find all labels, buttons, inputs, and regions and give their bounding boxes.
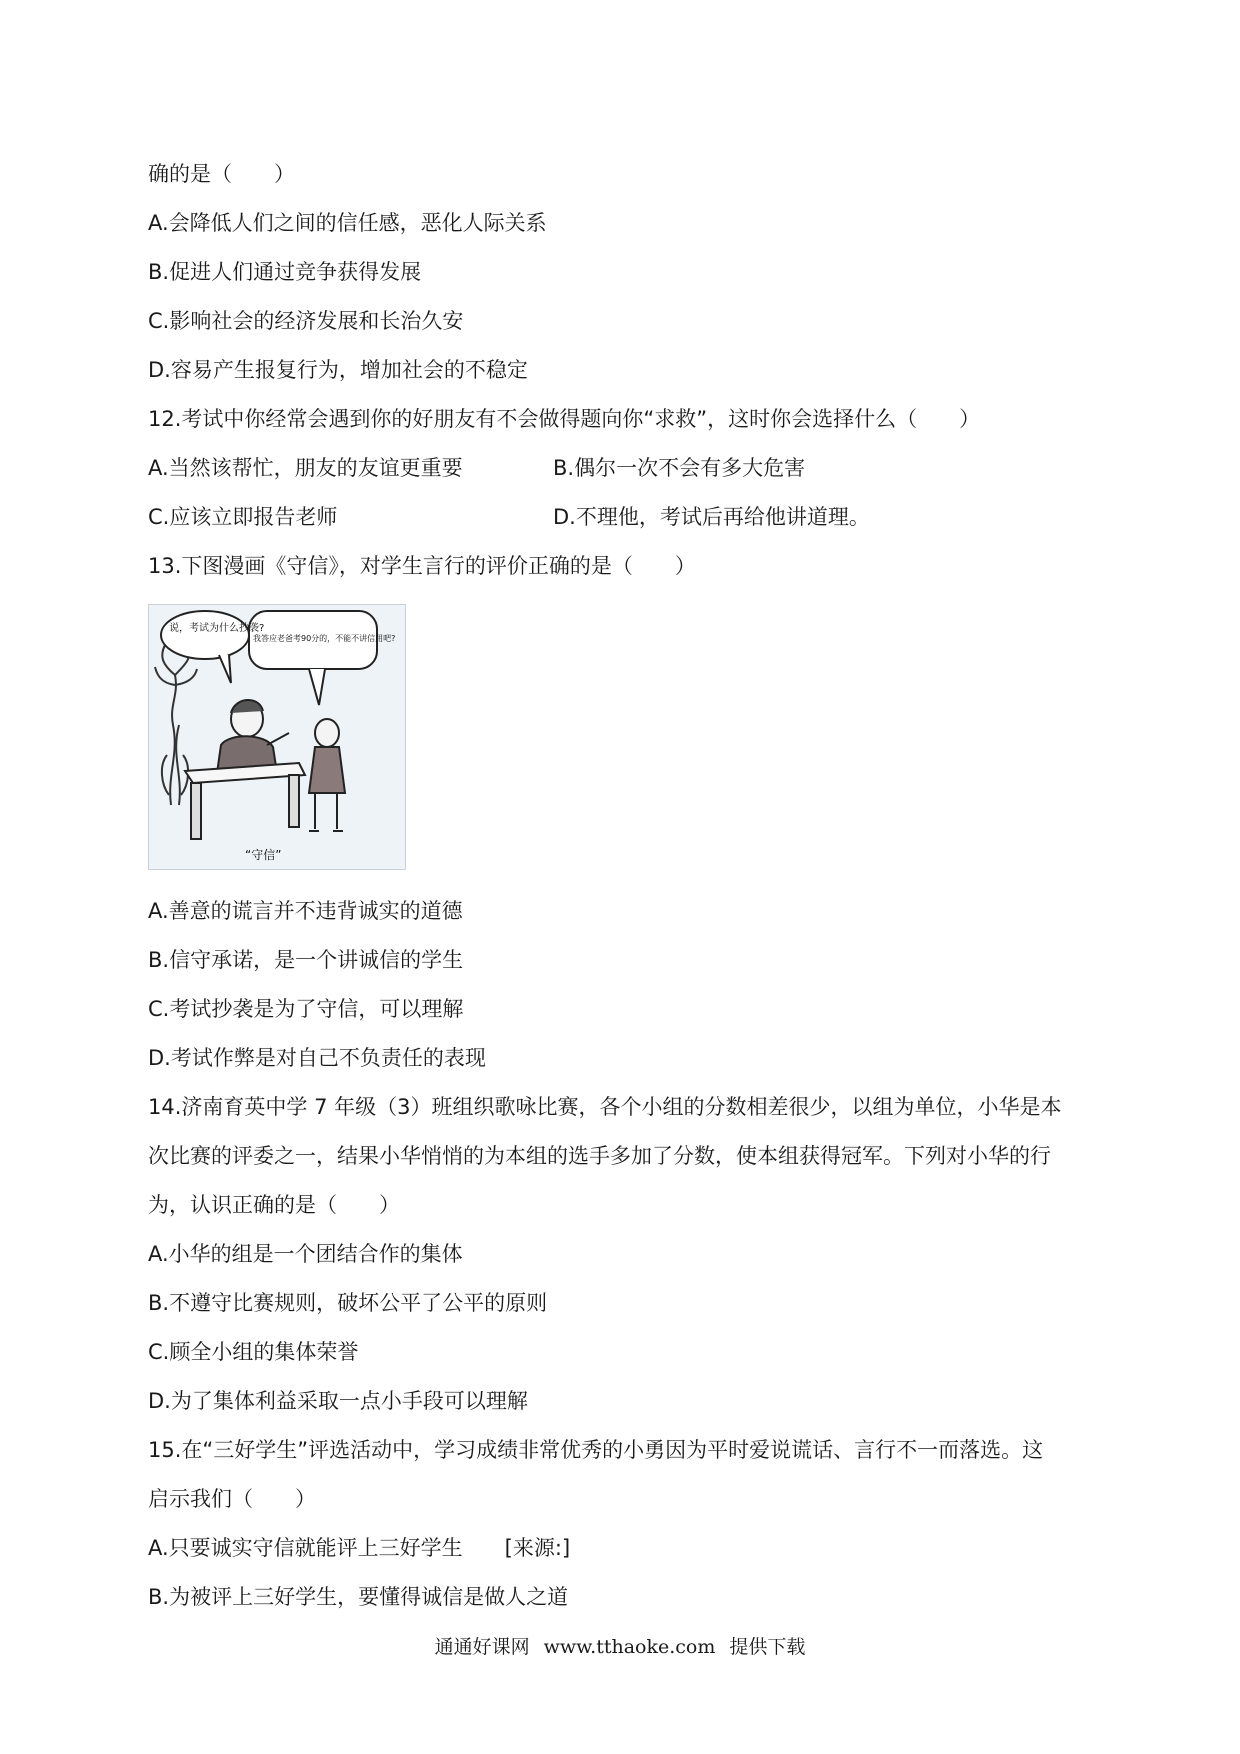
bubble-student-text: 我答应老爸考90分的，不能不讲信用吧?	[253, 634, 396, 643]
q13-option-b: B.信守承诺，是一个讲诚信的学生	[148, 948, 464, 972]
q13-option-a: A.善意的谎言并不违背诚实的道德	[148, 899, 463, 923]
student-figure	[309, 719, 345, 831]
q11-option-a: A.会降低人们之间的信任感，恶化人际关系	[148, 211, 547, 235]
q11-stem-tail: 确的是（ ）	[148, 162, 295, 186]
bubble-teacher-text: 说，考试为什么抄袭?	[169, 623, 265, 634]
q15-stem-line-1: 15.在“三好学生”评选活动中，学习成绩非常优秀的小勇因为平时爱说谎话、言行不一而落选。这	[148, 1438, 1044, 1462]
q14-option-b: B.不遵守比赛规则，破坏公平了公平的原则	[148, 1291, 548, 1315]
q15-option-b: B.为被评上三好学生，要懂得诚信是做人之道	[148, 1585, 569, 1609]
q14-stem-line-3: 为，认识正确的是（ ）	[148, 1193, 400, 1217]
q11-option-b: B.促进人们通过竞争获得发展	[148, 260, 422, 284]
q12-option-a: A.当然该帮忙，朋友的友谊更重要	[148, 456, 463, 480]
q15-stem-line-2: 启示我们（ ）	[148, 1487, 316, 1511]
q14-stem-line-1: 14.济南育英中学 7 年级（3）班组织歌咏比赛，各个小组的分数相差很少，以组为单位，小华是本	[148, 1095, 1062, 1119]
cartoon-drawing	[149, 605, 405, 869]
cartoon-caption: “守信”	[245, 848, 282, 862]
q12-option-b: B.偶尔一次不会有多大危害	[553, 456, 806, 480]
desk	[185, 763, 305, 839]
footer-url-link[interactable]: www.tthaoke.com	[543, 1636, 716, 1658]
q11-option-c: C.影响社会的经济发展和长治久安	[148, 309, 464, 333]
q13-option-d: D.考试作弊是对自己不负责任的表现	[148, 1046, 486, 1070]
q15-option-a: A.只要诚实守信就能评上三好学生 [来源:]	[148, 1536, 571, 1560]
q12-option-c: C.应该立即报告老师	[148, 505, 338, 529]
q13-stem: 13.下图漫画《守信》，对学生言行的评价正确的是（ ）	[148, 554, 696, 578]
q12-option-d: D.不理他，考试后再给他讲道理。	[553, 505, 870, 529]
footer-suffix: 提供下载	[729, 1636, 806, 1658]
q11-option-d: D.容易产生报复行为，增加社会的不稳定	[148, 358, 528, 382]
page-footer	[0, 1634, 1240, 1660]
q14-option-a: A.小华的组是一个团结合作的集体	[148, 1242, 463, 1266]
cartoon-image	[148, 604, 406, 870]
q14-option-d: D.为了集体利益采取一点小手段可以理解	[148, 1389, 528, 1413]
teacher-figure	[217, 700, 289, 773]
q14-stem-line-2: 次比赛的评委之一，结果小华悄悄的为本组的选手多加了分数，使本组获得冠军。下列对小华的行	[148, 1144, 1051, 1168]
footer-site-name: 通通好课网	[434, 1636, 530, 1658]
q13-option-c: C.考试抄袭是为了守信，可以理解	[148, 997, 464, 1021]
q12-stem: 12.考试中你经常会遇到你的好朋友有不会做得题向你“求救”，这时你会选择什么（ ）	[148, 407, 981, 431]
q14-option-c: C.顾全小组的集体荣誉	[148, 1340, 359, 1364]
